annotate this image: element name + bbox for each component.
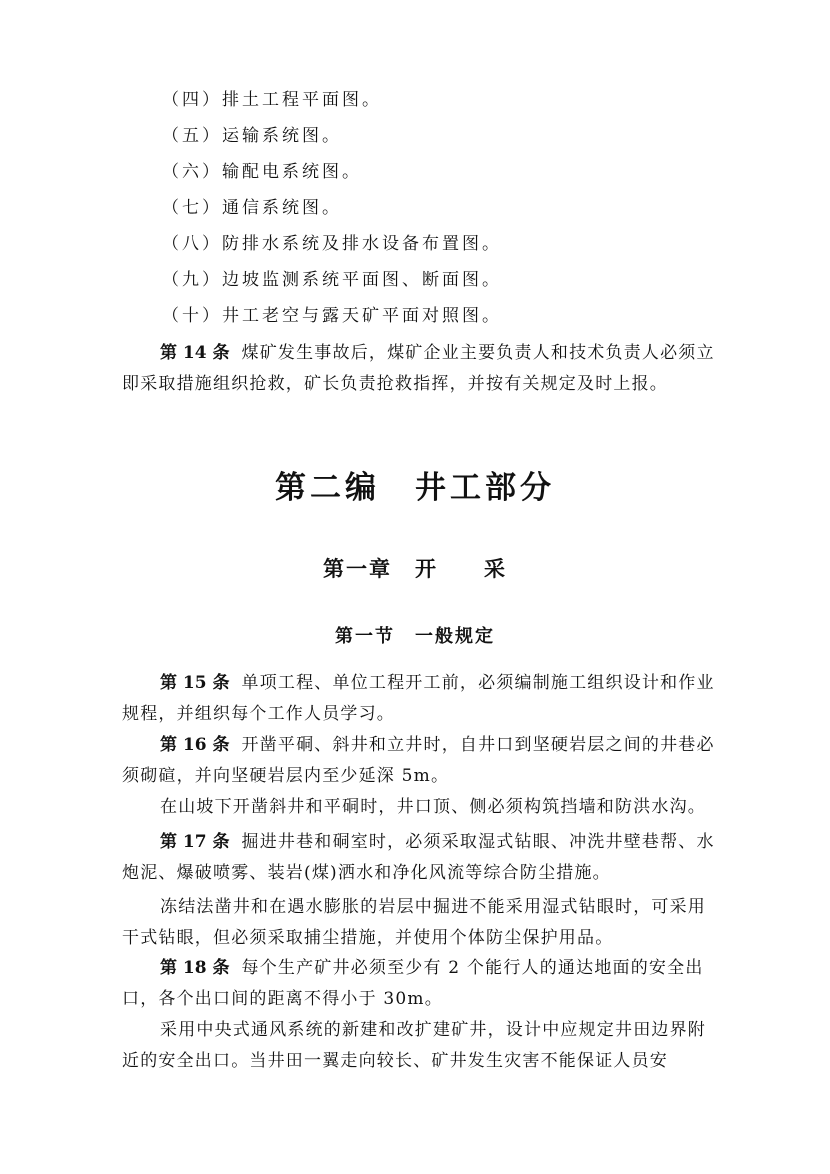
section-title: 第一节 一般规定: [335, 626, 495, 647]
article-label: 第 14 条: [160, 343, 230, 363]
part-title: 第二编 井工部分: [275, 470, 555, 506]
list-item: （四）排土工程平面图。: [162, 90, 382, 110]
article-17-para-2: 冻结法凿井和在遇水膨胀的岩层中掘进不能采用湿式钻眼时，可采用干式钻眼，但必须采取捕尘措施，并使用个体防尘保护用品。: [122, 897, 706, 948]
list-item: （十）井工老空与露天矿平面对照图。: [162, 306, 502, 326]
list-item: （五）运输系统图。: [162, 126, 342, 146]
article-14: [122, 338, 722, 400]
article-text: 每个生产矿井必须至少有 2 个能行人的通达地面的安全出口，各个出口间的距离不得小于 30m。: [122, 958, 704, 1009]
list-item: （八）防排水系统及排水设备布置图。: [162, 234, 502, 254]
article-text: 开凿平硐、斜井和立井时，自井口到坚硬岩层之间的井巷必须砌碹，并向坚硬岩层内至少延深 5m。: [122, 735, 715, 786]
article-label: 第 18 条: [160, 958, 230, 978]
list-item: （七）通信系统图。: [162, 198, 342, 218]
article-15: [122, 668, 722, 730]
article-17: [122, 827, 722, 889]
chapter-title: 第一章 开 采: [323, 557, 507, 581]
list-item: （九）边坡监测系统平面图、断面图。: [162, 270, 502, 290]
article-18-para-2: 采用中央式通风系统的新建和改扩建矿井，设计中应规定井田边界附近的安全出口。当井田一翼走向较长、矿井发生灾害不能保证人员安: [122, 1020, 706, 1071]
article-label: 第 17 条: [160, 832, 230, 852]
article-16: [122, 730, 722, 792]
article-label: 第 16 条: [160, 735, 230, 755]
article-label: 第 15 条: [160, 673, 230, 693]
article-text: 单项工程、单位工程开工前，必须编制施工组织设计和作业规程，并组织每个工作人员学习。: [122, 673, 715, 724]
article-text: 煤矿发生事故后，煤矿企业主要负责人和技术负责人必须立即采取措施组织抢救，矿长负责抢救指挥，并按有关规定及时上报。: [122, 343, 715, 394]
article-18: [122, 953, 722, 1015]
article-16-para-2: 在山坡下开凿斜井和平硐时，井口顶、侧必须构筑挡墙和防洪水沟。: [160, 797, 706, 817]
article-text: 掘进井巷和硐室时，必须采取湿式钻眼、冲洗井壁巷帮、水炮泥、爆破喷雾、装岩(煤)洒水和净化风流等综合防尘措施。: [122, 832, 715, 883]
list-item: （六）输配电系统图。: [162, 162, 362, 182]
